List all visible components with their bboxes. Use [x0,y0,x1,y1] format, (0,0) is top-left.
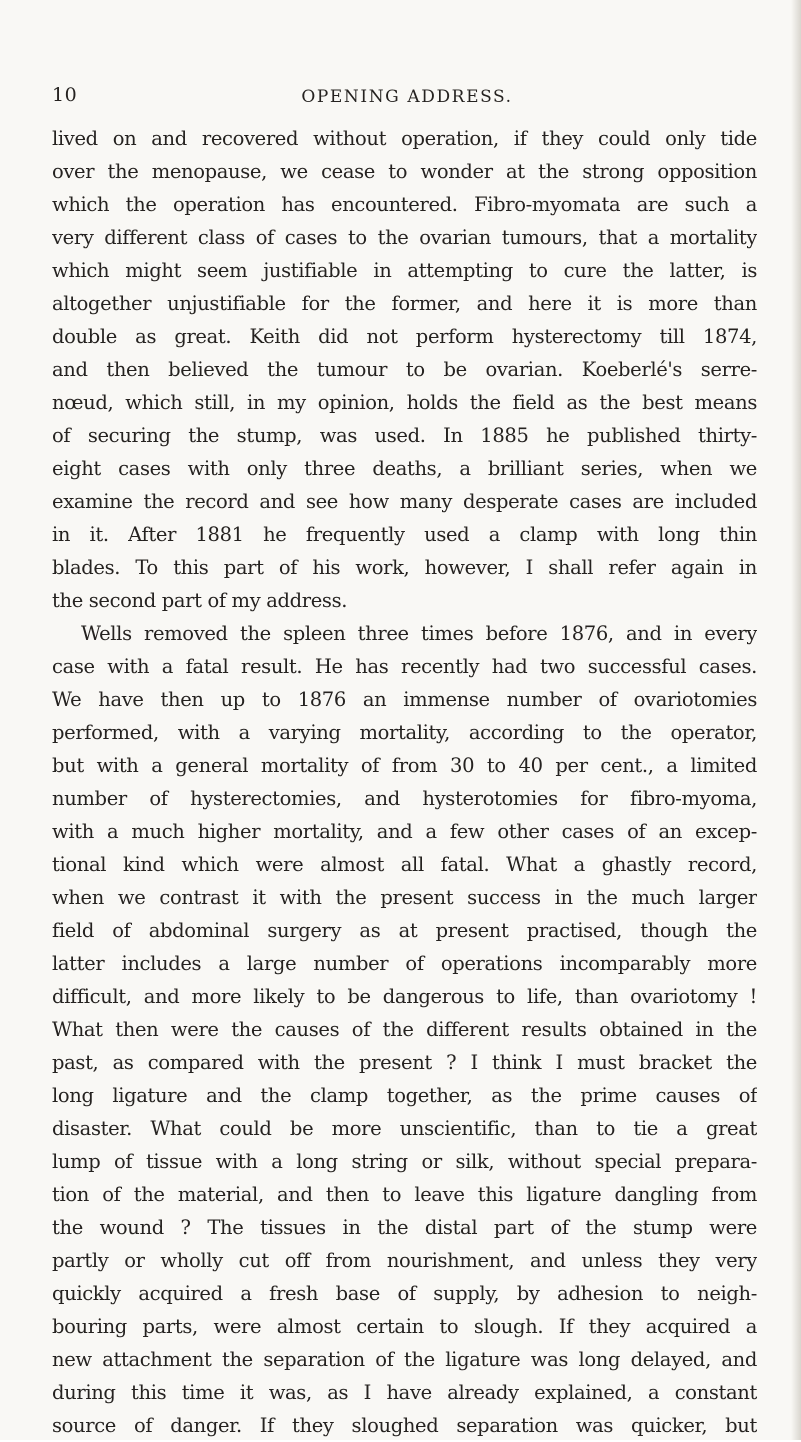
text-line: examine the record and see how many desperate cases are included [52,490,757,513]
text-line: double as great. Keith did not perform hysterectomy till 1874, [52,325,757,348]
text-line: in it. After 1881 he frequently used a clamp with long thin [52,523,757,546]
text-line: case with a fatal result. He has recently had two successful cases. [52,655,757,678]
text-line: quickly acquired a fresh base of supply, by adhesion to neigh- [52,1282,757,1305]
text-line: lived on and recovered without operation, if they could only tide [52,127,757,150]
text-line: blades. To this part of his work, however, I shall refer again in [52,556,757,579]
text-line: which the operation has encountered. Fibro-myomata are such a [52,193,757,216]
text-line: We have then up to 1876 an immense number of ovariotomies [52,688,757,711]
text-line: past, as compared with the present ? I think I must bracket the [52,1051,757,1074]
text-line: eight cases with only three deaths, a brilliant series, when we [52,457,757,480]
text-line: when we contrast it with the present success in the much larger [52,886,757,909]
text-line: very different class of cases to the ovarian tumours, that a mortality [52,226,757,249]
text-line: field of abdominal surgery as at present practised, though the [52,919,757,942]
text-line: tional kind which were almost all fatal. What a ghastly record, [52,853,757,876]
text-line: and then believed the tumour to be ovarian. Koeberlé's serre- [52,358,757,381]
text-line: latter includes a large number of operations incomparably more [52,952,757,975]
text-line: partly or wholly cut off from nourishment, and unless they very [52,1249,757,1272]
text-line: tion of the material, and then to leave this ligature dangling from [52,1183,757,1206]
text-line: but with a general mortality of from 30 to 40 per cent., a limited [52,754,757,777]
text-line: difficult, and more likely to be dangerous to life, than ovariotomy ! [52,985,757,1008]
text-line: long ligature and the clamp together, as the prime causes of [52,1084,757,1107]
text-line: source of danger. If they sloughed separation was quicker, but [52,1414,757,1437]
running-head [52,81,744,111]
text-line: during this time it was, as I have already explained, a constant [52,1381,757,1404]
text-line: disaster. What could be more unscientific, than to tie a great [52,1117,757,1140]
text-line: new attachment the separation of the ligature was long delayed, and [52,1348,757,1371]
body-text [52,122,757,1442]
text-line: number of hysterectomies, and hysterotomies for fibro-myoma, [52,787,757,810]
text-line: bouring parts, were almost certain to slough. If they acquired a [52,1315,757,1338]
text-line: What then were the causes of the different results obtained in the [52,1018,757,1041]
text-line: with a much higher mortality, and a few other cases of an excep- [52,820,757,843]
text-line: of securing the stump, was used. In 1885 he published thirty- [52,424,757,447]
running-title: OPENING ADDRESS. [301,87,513,107]
text-line: over the menopause, we cease to wonder at the strong opposition [52,160,757,183]
paragraph-last-line: the second part of my address. [52,589,348,612]
text-line: the wound ? The tissues in the distal part of the stump were [52,1216,757,1239]
text-line: which might seem justifiable in attempting to cure the latter, is [52,259,757,282]
text-line: lump of tissue with a long string or silk, without special prepara- [52,1150,757,1173]
text-line: altogether unjustifiable for the former, and here it is more than [52,292,757,315]
text-line: performed, with a varying mortality, according to the operator, [52,721,757,744]
page-number: 10 [52,84,78,106]
paragraph-first-line: Wells removed the spleen three times before 1876, and in every [81,622,757,645]
text-line: nœud, which still, in my opinion, holds the field as the best means [52,391,757,414]
